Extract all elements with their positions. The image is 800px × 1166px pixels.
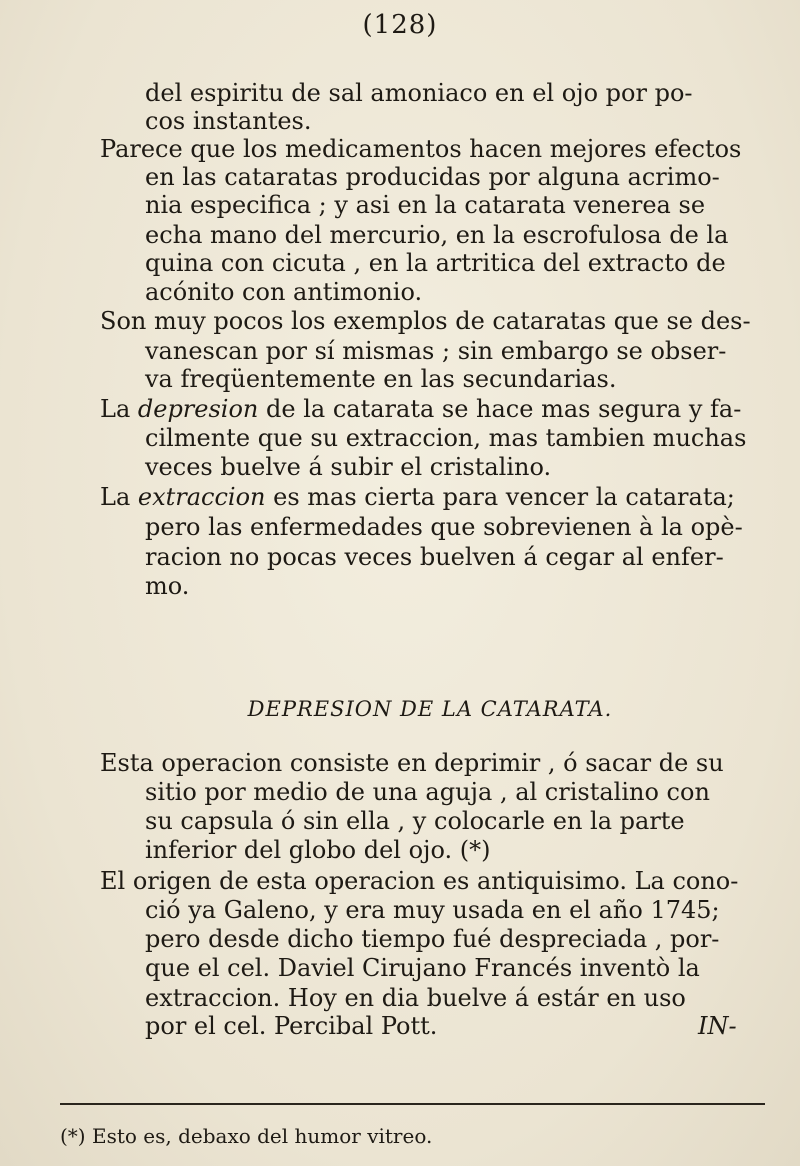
text-line: ció ya Galeno, y era muy usada en el año 1745; <box>145 896 720 924</box>
line-prefix: La <box>100 395 138 423</box>
text-line: que el cel. Daviel Cirujano Francés inventò la <box>145 954 700 982</box>
text-line: su capsula ó sin ella , y colocarle en la parte <box>145 807 685 835</box>
text-line: Esta operacion consiste en deprimir , ó sacar de su <box>100 749 724 777</box>
text-line: pero las enfermedades que sobrevienen à la opè- <box>145 513 743 541</box>
line-rest: de la catarata se hace mas segura y fa- <box>258 395 742 423</box>
italic-term: depresion <box>137 395 259 423</box>
section-heading: DEPRESION DE LA CATARATA. <box>247 697 613 721</box>
footnote-rule <box>60 1103 765 1105</box>
text-line: mo. <box>145 572 190 600</box>
text-line: racion no pocas veces buelven á cegar al enfer- <box>145 543 724 571</box>
text-line: cos instantes. <box>145 107 312 135</box>
line-rest: es mas cierta para vencer la catarata; <box>265 483 735 511</box>
text-line: en las cataratas producidas por alguna acrimo- <box>145 163 720 191</box>
text-line: nia especifica ; y asi en la catarata venerea se <box>145 191 706 219</box>
text-line: inferior del globo del ojo. (*) <box>145 836 491 864</box>
text-line: acónito con antimonio. <box>145 278 423 306</box>
text-line: El origen de esta operacion es antiquisimo. La cono- <box>100 867 739 895</box>
text-line: cilmente que su extraccion, mas tambien muchas <box>145 424 747 452</box>
text-block-bottom <box>100 0 760 1100</box>
text-line: Son muy pocos los exemplos de cataratas que se des- <box>100 307 751 335</box>
text-line: va freqüentemente en las secundarias. <box>145 365 617 393</box>
text-line: sitio por medio de una aguja , al cristalino con <box>145 778 710 806</box>
text-line: pero desde dicho tiempo fué despreciada , por- <box>145 925 720 953</box>
text-line: echa mano del mercurio, en la escrofulosa de la <box>145 221 729 249</box>
page-number: (128) <box>362 10 438 40</box>
text-line: vanescan por sí mismas ; sin embargo se obser- <box>145 337 727 365</box>
catchword: IN- <box>698 1012 737 1040</box>
text-line: extraccion. Hoy en dia buelve á estár en uso <box>145 984 686 1012</box>
text-line: veces buelve á subir el cristalino. <box>145 453 552 481</box>
text-line: por el cel. Percibal Pott. <box>145 1012 438 1040</box>
italic-term: extraccion <box>137 483 266 511</box>
footnote: (*) Esto es, debaxo del humor vitreo. <box>60 1124 433 1148</box>
line-prefix: La <box>100 483 138 511</box>
text-line: quina con cicuta , en la artritica del extracto de <box>145 249 726 277</box>
text-line: del espiritu de sal amoniaco en el ojo por po- <box>145 79 693 107</box>
text-line: Parece que los medicamentos hacen mejores efectos <box>100 135 742 163</box>
